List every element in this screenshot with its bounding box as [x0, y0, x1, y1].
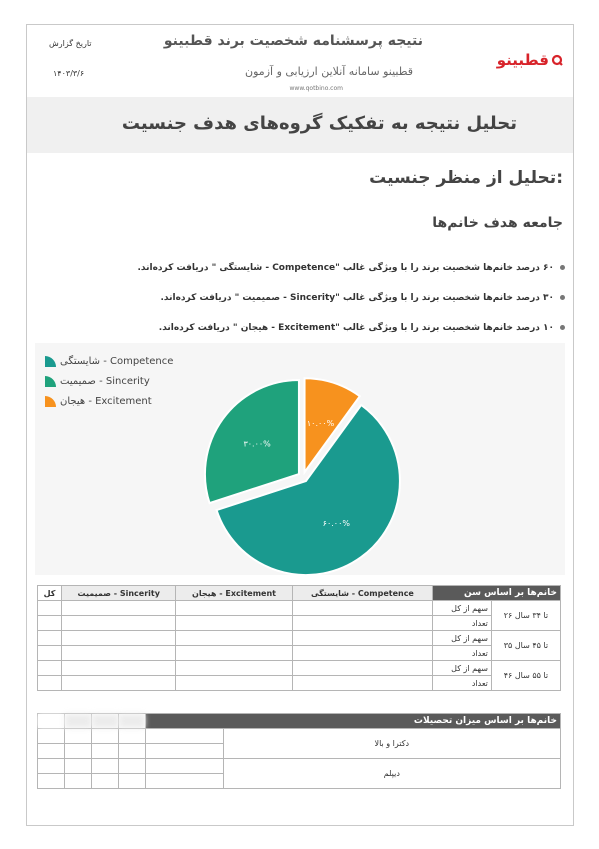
- table-row: [38, 616, 561, 631]
- blurred-cell: [62, 601, 176, 616]
- blurred-header: [38, 714, 65, 729]
- blurred-cell: [146, 774, 223, 789]
- blurred-cell: [292, 646, 432, 661]
- logo-text: قطبینو: [496, 51, 549, 69]
- findings-list: [45, 253, 565, 343]
- blurred-cell: [38, 601, 62, 616]
- blurred-cell: [38, 729, 65, 744]
- blurred-cell: [65, 759, 92, 774]
- blurred-cell: [38, 774, 65, 789]
- metric-share-label: سهم از کل: [433, 601, 492, 616]
- finding-text: ۱۰ درصد خانم‌ها شخصیت برند را با ویژگی غالب "Excitement - هیجان " دریافت کرده‌اند.: [158, 323, 554, 333]
- bullet-dot-icon: [560, 295, 565, 300]
- subsection-title: جامعه هدف خانم‌ها: [432, 215, 563, 231]
- blurred-cell: [146, 744, 223, 759]
- table-row: [38, 646, 561, 661]
- blurred-cell: [65, 744, 92, 759]
- col-header-competence: شایستگی - Competence: [292, 586, 432, 601]
- blurred-cell: [176, 661, 292, 676]
- education-group-label: دکترا و بالا: [223, 729, 560, 759]
- finding-item: [45, 313, 565, 343]
- table-row: [38, 661, 561, 676]
- col-header-excitement: هیجان - Excitement: [176, 586, 292, 601]
- education-table-title: خانم‌ها بر اساس میزان تحصیلات: [146, 714, 561, 729]
- blurred-cell: [292, 616, 432, 631]
- table-header-row: [38, 586, 561, 601]
- logo-q-icon: [551, 54, 563, 66]
- blurred-cell: [119, 759, 146, 774]
- blurred-cell: [62, 616, 176, 631]
- blurred-cell: [62, 676, 176, 691]
- finding-text: ۶۰ درصد خانم‌ها شخصیت برند را با ویژگی غالب "Competence - شایستگی " دریافت کرده‌اند.: [137, 263, 554, 273]
- table-row: [38, 631, 561, 646]
- blurred-header: [92, 714, 119, 729]
- age-breakdown-table: [37, 585, 561, 691]
- blurred-cell: [38, 646, 62, 661]
- blurred-cell: [62, 661, 176, 676]
- blurred-cell: [176, 646, 292, 661]
- legend-label: شایستگی - Competence: [60, 355, 174, 367]
- blurred-header: [65, 714, 92, 729]
- banner-title: تحلیل نتیجه به تفکیک گروه‌های هدف جنسیت: [121, 113, 517, 134]
- education-breakdown-table: [37, 713, 561, 789]
- blurred-cell: [119, 774, 146, 789]
- blurred-cell: [176, 676, 292, 691]
- pie-chart-panel: [35, 343, 565, 575]
- blurred-cell: [92, 744, 119, 759]
- report-date-label: تاریخ گزارش: [49, 39, 92, 48]
- metric-share-label: سهم از کل: [433, 631, 492, 646]
- blurred-cell: [146, 729, 223, 744]
- report-date-value: ۱۴۰۳/۳/۶: [53, 69, 85, 78]
- slice-label-excitement: ۱۰.۰۰%: [306, 419, 335, 429]
- metric-count-label: تعداد: [433, 676, 492, 691]
- age-table-title: خانم‌ها بر اساس سن: [433, 586, 561, 601]
- report-title: نتیجه پرسشنامه شخصیت برند قطبینو: [163, 33, 423, 49]
- blurred-cell: [38, 744, 65, 759]
- blurred-cell: [38, 676, 62, 691]
- finding-text: ۳۰ درصد خانم‌ها شخصیت برند را با ویژگی غالب "Sincerity - صمیمیت " دریافت کرده‌اند.: [160, 293, 554, 303]
- table-row: [38, 759, 561, 774]
- bullet-dot-icon: [560, 325, 565, 330]
- pie-chart: [35, 343, 565, 575]
- report-header: [27, 25, 573, 97]
- blurred-cell: [62, 646, 176, 661]
- blurred-cell: [146, 759, 223, 774]
- blurred-cell: [292, 601, 432, 616]
- blurred-cell: [65, 729, 92, 744]
- blurred-cell: [92, 729, 119, 744]
- blurred-cell: [176, 631, 292, 646]
- blurred-cell: [176, 616, 292, 631]
- legend-label: صمیمیت - Sincerity: [60, 375, 150, 387]
- bullet-dot-icon: [560, 265, 565, 270]
- brand-logo: [497, 51, 563, 69]
- blurred-cell: [38, 661, 62, 676]
- slice-label-sincerity: ۳۰.۰۰%: [243, 439, 271, 449]
- blurred-cell: [62, 631, 176, 646]
- blurred-cell: [119, 729, 146, 744]
- col-header-sincerity: صمیمیت - Sincerity: [62, 586, 176, 601]
- blurred-cell: [38, 616, 62, 631]
- table-row: [38, 729, 561, 744]
- table-row: [38, 601, 561, 616]
- blurred-cell: [176, 601, 292, 616]
- age-group-label: ۳۵ تا ۴۵ سال: [491, 631, 560, 661]
- page-banner: [27, 97, 573, 153]
- report-page: [26, 24, 574, 826]
- section-title: تحلیل از منظر جنسیت:: [369, 168, 563, 188]
- table-row: [38, 676, 561, 691]
- blurred-cell: [38, 759, 65, 774]
- legend-label: هیجان - Excitement: [60, 395, 152, 407]
- slice-label-competence: ۶۰.۰۰%: [322, 518, 350, 528]
- blurred-cell: [65, 774, 92, 789]
- blurred-cell: [292, 676, 432, 691]
- blurred-cell: [119, 744, 146, 759]
- metric-count-label: تعداد: [433, 646, 492, 661]
- education-group-label: دیپلم: [223, 759, 560, 789]
- col-header-total: کل: [38, 586, 62, 601]
- blurred-cell: [92, 759, 119, 774]
- finding-item: [45, 253, 565, 283]
- report-subtitle: قطبینو سامانه آنلاین ارزیابی و آزمون: [245, 65, 413, 78]
- finding-item: [45, 283, 565, 313]
- metric-share-label: سهم از کل: [433, 661, 492, 676]
- blurred-cell: [292, 661, 432, 676]
- blurred-cell: [92, 774, 119, 789]
- blurred-cell: [38, 631, 62, 646]
- age-group-label: ۲۶ تا ۳۴ سال: [491, 601, 560, 631]
- blurred-cell: [292, 631, 432, 646]
- metric-count-label: تعداد: [433, 616, 492, 631]
- blurred-header: [119, 714, 146, 729]
- age-group-label: ۴۶ تا ۵۵ سال: [491, 661, 560, 691]
- report-url: www.qotbino.com: [289, 85, 343, 92]
- table-header-row: [38, 714, 561, 729]
